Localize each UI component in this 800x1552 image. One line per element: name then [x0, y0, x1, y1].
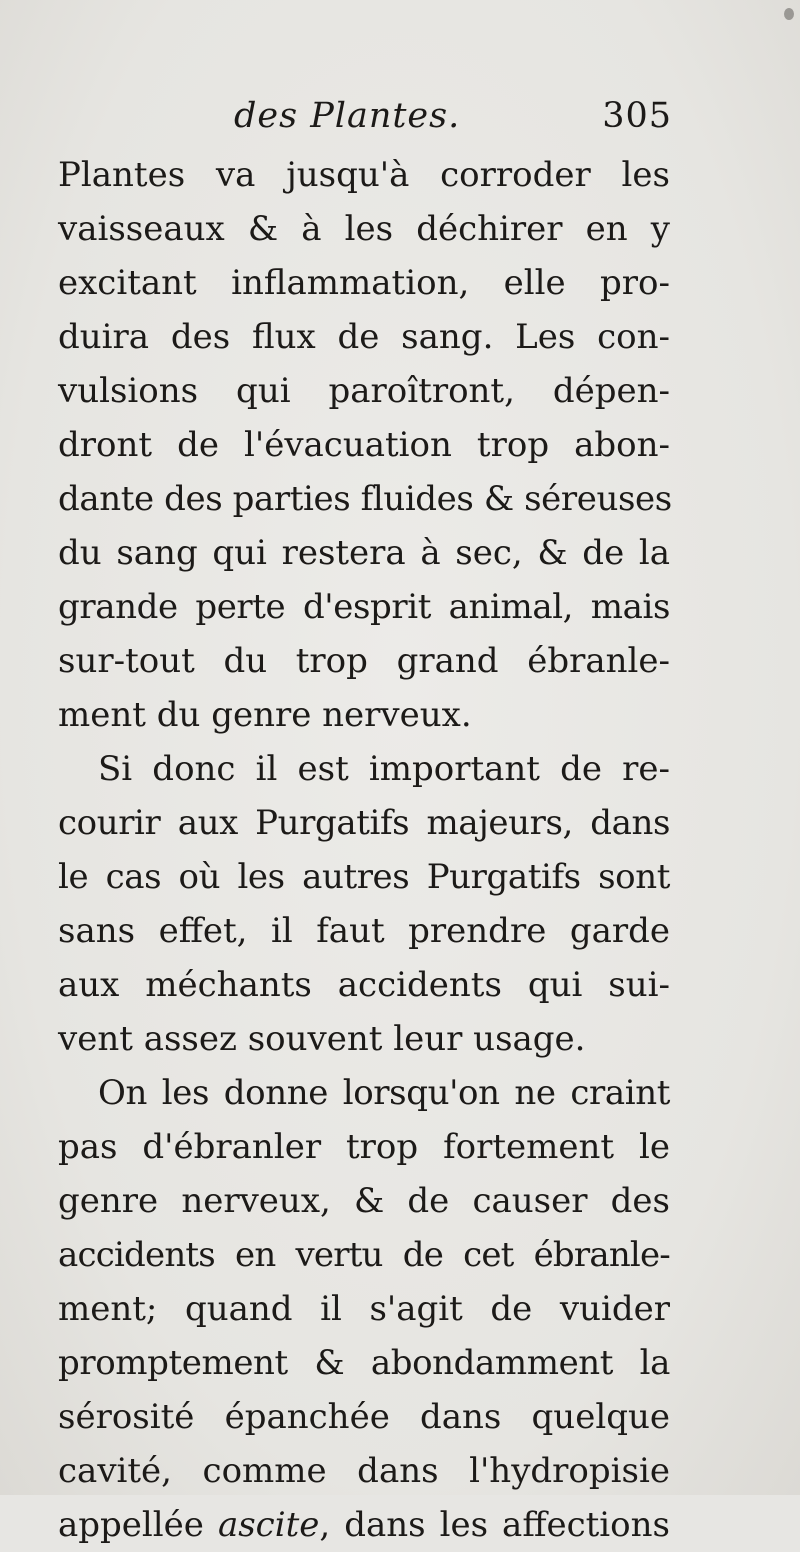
- running-title: des Plantes.: [234, 96, 461, 136]
- text-line: ment; quand il s'agit de vuider: [58, 1289, 670, 1329]
- text-line: sérosité épanchée dans quelque: [58, 1397, 670, 1437]
- text-line: sur-tout du trop grand ébranle-: [58, 641, 670, 681]
- text-line: genre nerveux, & de causer des: [58, 1181, 670, 1221]
- text-line: du sang qui restera à sec, & de la: [58, 533, 670, 573]
- page-number: 305: [602, 96, 672, 136]
- text-line: On les donne lorsqu'on ne craint: [98, 1073, 670, 1113]
- text-line: vent assez souvent leur usage.: [58, 1019, 586, 1059]
- text-line: sans effet, il faut prendre garde: [58, 911, 670, 951]
- text-line: cavité, comme dans l'hydropisie: [58, 1451, 670, 1491]
- text-line: accidents en vertu de cet ébranle-: [58, 1235, 670, 1275]
- text-line: courir aux Purgatifs majeurs, dans: [58, 803, 670, 843]
- text-line: Plantes va jusqu'à corroder les: [58, 155, 670, 195]
- text-line: promptement & abondamment la: [58, 1343, 670, 1383]
- page-header: [58, 96, 678, 146]
- text-line: Si donc il est important de re-: [98, 749, 670, 789]
- text-line: le cas où les autres Purgatifs sont: [58, 857, 670, 897]
- text-line: vaisseaux & à les déchirer en y: [58, 209, 670, 249]
- text-fragment: appellée: [58, 1505, 218, 1545]
- text-line: vulsions qui paroîtront, dépen-: [58, 371, 670, 411]
- italic-term: ascite: [217, 1505, 320, 1545]
- text-line: excitant inflammation, elle pro-: [58, 263, 670, 303]
- text-line: [58, 1498, 670, 1552]
- text-line: pas d'ébranler trop fortement le: [58, 1127, 670, 1167]
- text-line: aux méchants accidents qui sui-: [58, 965, 670, 1005]
- body-text: [58, 148, 670, 1552]
- text-line: grande perte d'esprit animal, mais: [58, 587, 670, 627]
- text-fragment: , dans les affections: [319, 1505, 670, 1545]
- text-line: ment du genre nerveux.: [58, 695, 472, 735]
- paper-speck: [784, 8, 794, 20]
- text-line: dront de l'évacuation trop abon-: [58, 425, 670, 465]
- text-line: duira des flux de sang. Les con-: [58, 317, 670, 357]
- text-line: dante des parties fluides & séreuses: [58, 479, 672, 519]
